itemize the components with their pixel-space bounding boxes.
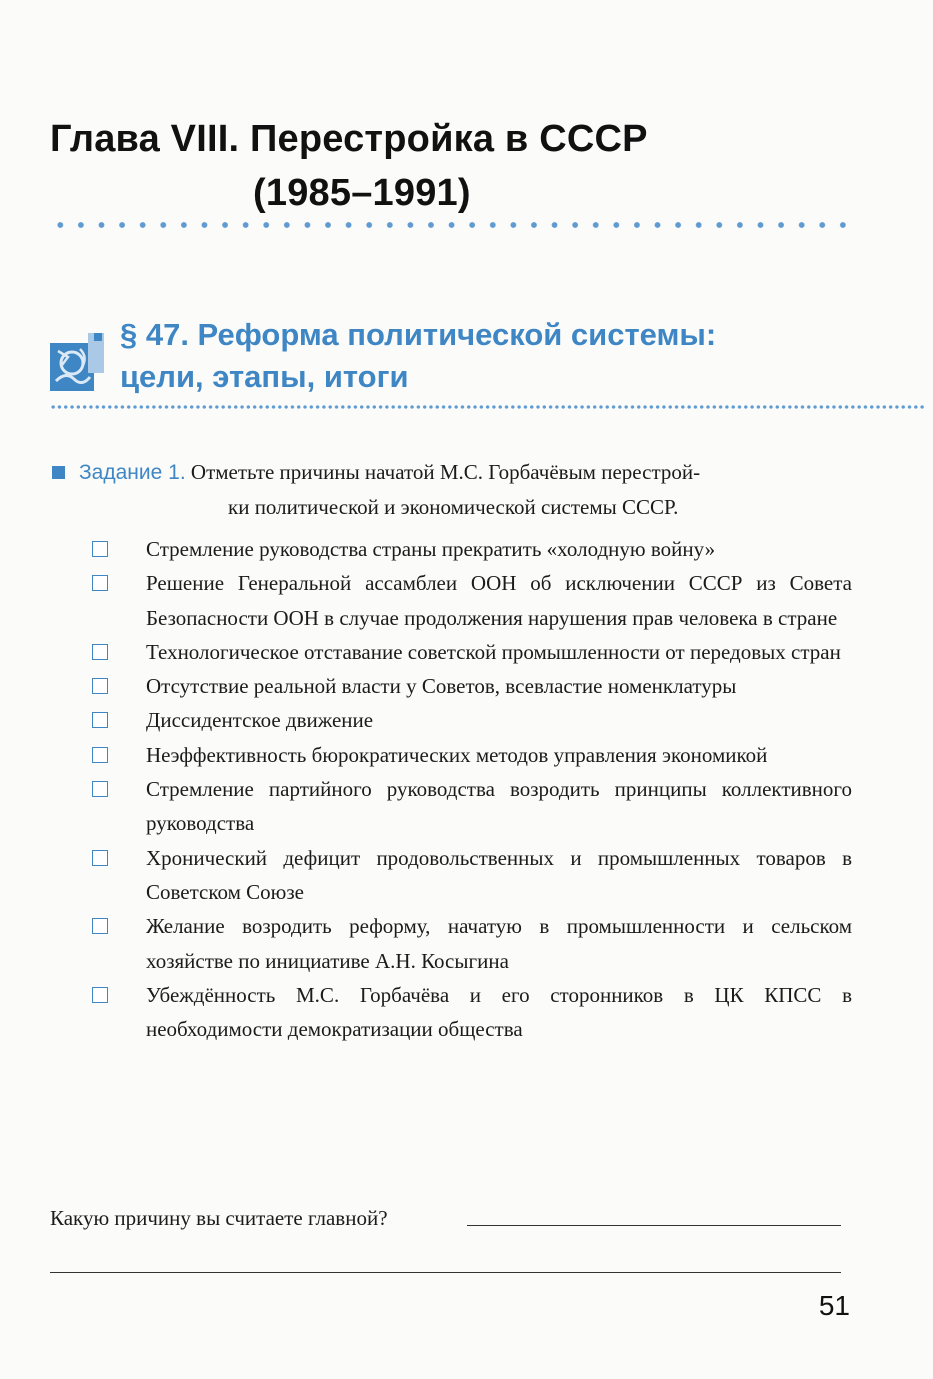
option-text: Технологическое отставание советской промышленности от передовых стран (146, 639, 841, 664)
option-text: Стремление партийного руководства возродить принципы коллективного руководства (146, 777, 852, 836)
checkbox[interactable] (92, 678, 108, 694)
task-text-line2: ки политической и экономической системы СССР. (228, 495, 679, 519)
option-text: Решение Генеральной ассамблеи ООН об исключении СССР из Совета Безопасности ООН в случае продолжения нарушения прав человека в стране (146, 571, 852, 630)
option-text: Желание возродить реформу, начатую в промышленности и сельском хозяйстве по инициативе А.Н. Косыгина (146, 914, 852, 973)
chapter-title-line1: Глава VIII. Перестройка в СССР (50, 118, 648, 160)
option-text: Диссидентское движение (146, 708, 374, 733)
section-title-line2: цели, этапы, итоги (120, 359, 409, 394)
option-text: Отсутствие реальной власти у Советов, всевластие номенклатуры (146, 674, 737, 699)
option-item (92, 635, 852, 669)
answer-line-second[interactable] (50, 1272, 841, 1273)
page-number: 51 (818, 1290, 850, 1321)
question-text: Какую причину вы считаете главной? (50, 1206, 388, 1230)
options-list (92, 532, 852, 1046)
dotted-divider-small (50, 404, 926, 410)
task-heading (52, 455, 852, 524)
option-text: Хронический дефицит продовольственных и промышленных товаров в Советском Союзе (146, 845, 852, 904)
option-item (92, 703, 852, 737)
option-item (92, 669, 852, 703)
option-text: Убеждённость М.С. Горбачёва и его сторонников в ЦК КПСС в необходимости демократизации общества (146, 982, 852, 1042)
checkbox[interactable] (92, 918, 108, 934)
option-item (92, 909, 852, 978)
option-item (92, 772, 852, 841)
option-item (92, 841, 852, 910)
task-label: Задание 1. (79, 461, 186, 484)
checkbox[interactable] (92, 747, 108, 763)
checkbox[interactable] (92, 850, 108, 866)
option-item (92, 532, 852, 566)
checkbox[interactable] (92, 644, 108, 660)
checkbox[interactable] (92, 781, 108, 797)
option-text: Стремление руководства страны прекратить «холодную войну» (146, 537, 716, 561)
checkbox[interactable] (92, 541, 108, 557)
checkbox[interactable] (92, 987, 108, 1003)
checkbox[interactable] (92, 575, 108, 591)
section-title (120, 314, 920, 398)
dotted-divider (50, 220, 856, 230)
option-item (92, 566, 852, 635)
option-text: Неэффективность бюрократических методов управления экономикой (146, 742, 768, 767)
task-text-line1: Отметьте причины начатой М.С. Горбачёвым перестрой- (190, 460, 701, 484)
section-title-line1: § 47. Реформа политической системы: (120, 317, 717, 352)
answer-line[interactable] (467, 1225, 841, 1226)
task-marker-icon (52, 466, 65, 479)
chapter-title-line2: (1985–1991) (253, 172, 471, 214)
section-emblem-icon (50, 331, 106, 393)
option-item (92, 738, 852, 772)
option-item (92, 978, 852, 1047)
checkbox[interactable] (92, 712, 108, 728)
chapter-title (50, 112, 910, 220)
